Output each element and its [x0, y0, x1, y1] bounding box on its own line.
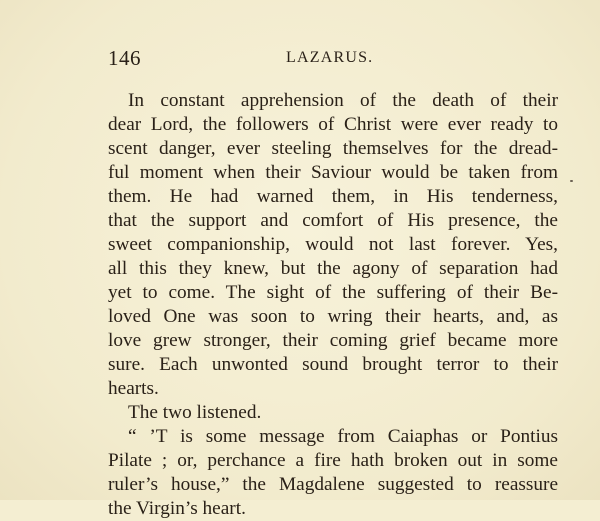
ink-speck: [570, 180, 573, 182]
text-line: In constant apprehension of the death of their: [128, 90, 558, 111]
text-line: ful moment when their Saviour would be taken from: [108, 162, 558, 183]
text-line: them. He had warned them, in His tenderness,: [108, 186, 558, 207]
paragraph: [108, 425, 558, 521]
body-text: [108, 89, 558, 521]
page-number: 146: [108, 46, 141, 70]
paragraph: [108, 401, 558, 425]
text-line: loved One was soon to wring their hearts, and, as: [108, 306, 558, 327]
text-line: Pilate ; or, perchance a fire hath broken out in some: [108, 450, 558, 471]
text-line: “ ’T is some message from Caiaphas or Pontius: [128, 426, 558, 447]
text-line: ruler’s house,” the Magdalene suggested to reassure: [108, 474, 558, 495]
text-line: that the support and comfort of His presence, the: [108, 210, 558, 231]
text-line: the Virgin’s heart.: [108, 498, 246, 519]
paragraph: [108, 89, 558, 401]
text-line: all this they knew, but the agony of separation had: [108, 258, 558, 279]
text-line: sure. Each unwonted sound brought terror to their: [108, 354, 558, 375]
text-line: sweet companionship, would not last forever. Yes,: [108, 234, 558, 255]
text-line: hearts.: [108, 378, 159, 399]
text-line: love grew stronger, their coming grief became more: [108, 330, 558, 351]
text-line: scent danger, ever steeling themselves for the dread-: [108, 138, 558, 159]
text-line: The two listened.: [128, 402, 262, 423]
text-line: dear Lord, the followers of Christ were ever ready to: [108, 114, 558, 135]
running-title: LAZARUS.: [286, 49, 374, 66]
text-line: yet to come. The sight of the suffering of their Be-: [108, 282, 558, 303]
running-head: [108, 46, 556, 72]
